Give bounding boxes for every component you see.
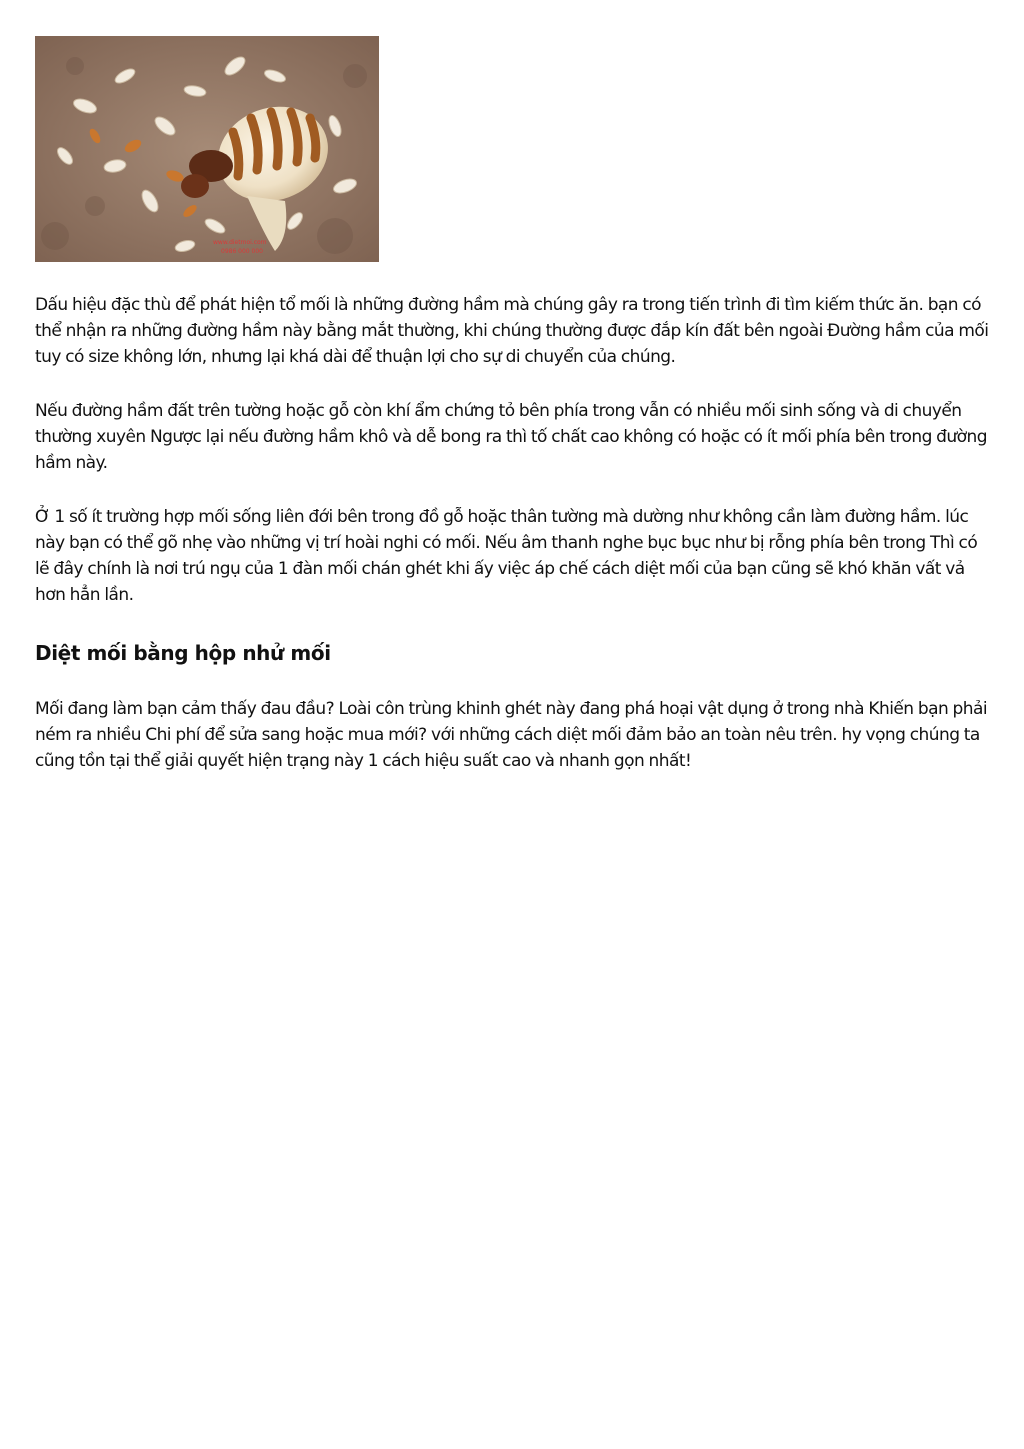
section-heading: Diệt mối bằng hộp nhử mối (35, 641, 331, 665)
paragraph-tunnel-moisture: Nếu đường hầm đất trên tường hoặc gỗ còn khí ẩm chứng tỏ bên phía trong vẫn có nhiều mối sinh sống và di chuyển thường xuyên Ngược lại nếu đường hầm khô và dễ bong ra thì tố chất cao không có hoặc có ít mối phía bên trong đường hầm này. (35, 401, 987, 473)
paragraph-closing: Mối đang làm bạn cảm thấy đau đầu? Loài côn trùng khinh ghét này đang phá hoại vật dụng ở trong nhà Khiến bạn phải ném ra nhiều Chi phí để sửa sang hoặc mua mới? với những cách diệt mối đảm bảo an toàn nêu trên. hy vọng chúng ta cũng tồn tại thể giải quyết hiện trạng này 1 cách hiệu suất cao và nhanh gọn nhất! (35, 699, 988, 771)
paragraph-tunnel-signs: Dấu hiệu đặc thù để phát hiện tổ mối là những đường hầm mà chúng gây ra trong tiến trình đi tìm kiếm thức ăn. bạn có thể nhận ra những đường hầm này bằng mắt thường, khi chúng thường được đắp kín đất bên ngoài Đường hầm của mối tuy có size không lớn, nhưng lại khá dài để thuận lợi cho sự di chuyển của chúng. (35, 295, 989, 367)
watermark-text-1: www.dietmoi.com (213, 239, 267, 246)
termite-queen-photo (35, 36, 379, 262)
document-page (35, 36, 990, 774)
termite-photo-illustration (35, 36, 379, 262)
watermark-text-2: 0986 000 000 (221, 248, 263, 255)
paragraph-hidden-termites: Ở 1 số ít trường hợp mối sống liên đới bên trong đồ gỗ hoặc thân tường mà dường như không cần làm đường hầm. lúc này bạn có thể gõ nhẹ vào những vị trí hoài nghi có mối. Nếu âm thanh nghe bục bục như bị rỗng phía bên trong Thì có lẽ đây chính là nơi trú ngụ của 1 đàn mối chán ghét khi ấy việc áp chế cách diệt mối của bạn cũng sẽ khó khăn vất vả hơn hẳn lần. (35, 507, 978, 605)
